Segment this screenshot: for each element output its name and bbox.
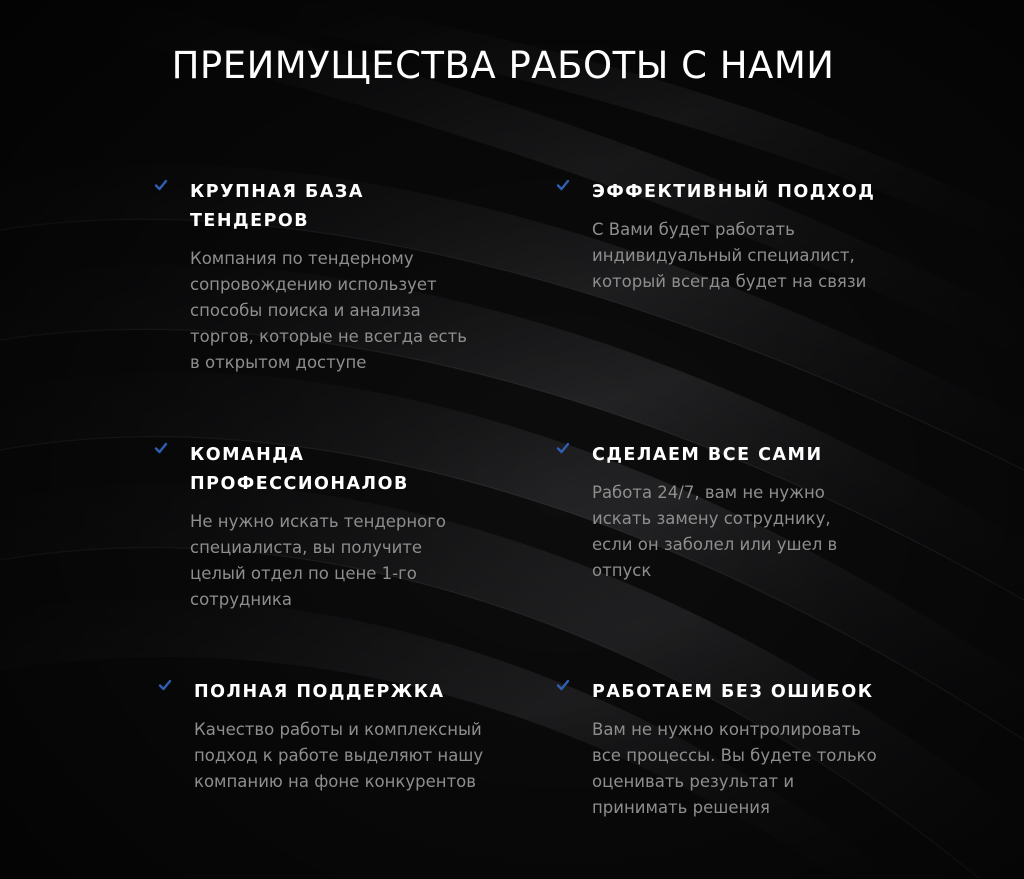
feature-item (190, 441, 490, 613)
feature-item (194, 678, 494, 795)
feature-text: Вам не нужно контролировать все процессы. Вы будете только оценивать результат и принимать решения (592, 720, 877, 817)
check-icon (154, 441, 168, 455)
feature-title: ЭФФЕКТИВНЫЙ ПОДХОД (592, 182, 876, 202)
feature-item (190, 178, 490, 376)
feature-text: Работа 24/7, вам не нужно искать замену сотруднику, если он заболел или ушел в отпуск (592, 483, 838, 580)
feature-item (592, 178, 892, 295)
feature-text: Качество работы и комплексный подход к работе выделяют нашу компанию на фоне конкурентов (194, 720, 484, 791)
feature-title: КРУПНАЯ БАЗА ТЕНДЕРОВ (190, 182, 364, 231)
feature-text: Компания по тендерному сопровождению использует способы поиска и анализа торгов, которые не всегда есть в открытом доступе (190, 249, 467, 372)
page-title: ПРЕИМУЩЕСТВА РАБОТЫ С НАМИ (171, 44, 835, 87)
check-icon (556, 678, 570, 692)
feature-item (592, 678, 892, 821)
feature-title: КОМАНДА ПРОФЕССИОНАЛОВ (190, 445, 409, 494)
feature-title: РАБОТАЕМ БЕЗ ОШИБОК (592, 682, 874, 702)
feature-text: Не нужно искать тендерного специалиста, вы получите целый отдел по цене 1-го сотрудника (190, 512, 447, 609)
check-icon (158, 678, 172, 692)
feature-text: С Вами будет работать индивидуальный специалист, который всегда будет на связи (592, 220, 867, 291)
check-icon (556, 441, 570, 455)
feature-item (592, 441, 892, 584)
check-icon (556, 178, 570, 192)
feature-title: ПОЛНАЯ ПОДДЕРЖКА (194, 682, 445, 702)
feature-title: СДЕЛАЕМ ВСЕ САМИ (592, 445, 823, 465)
check-icon (154, 178, 168, 192)
